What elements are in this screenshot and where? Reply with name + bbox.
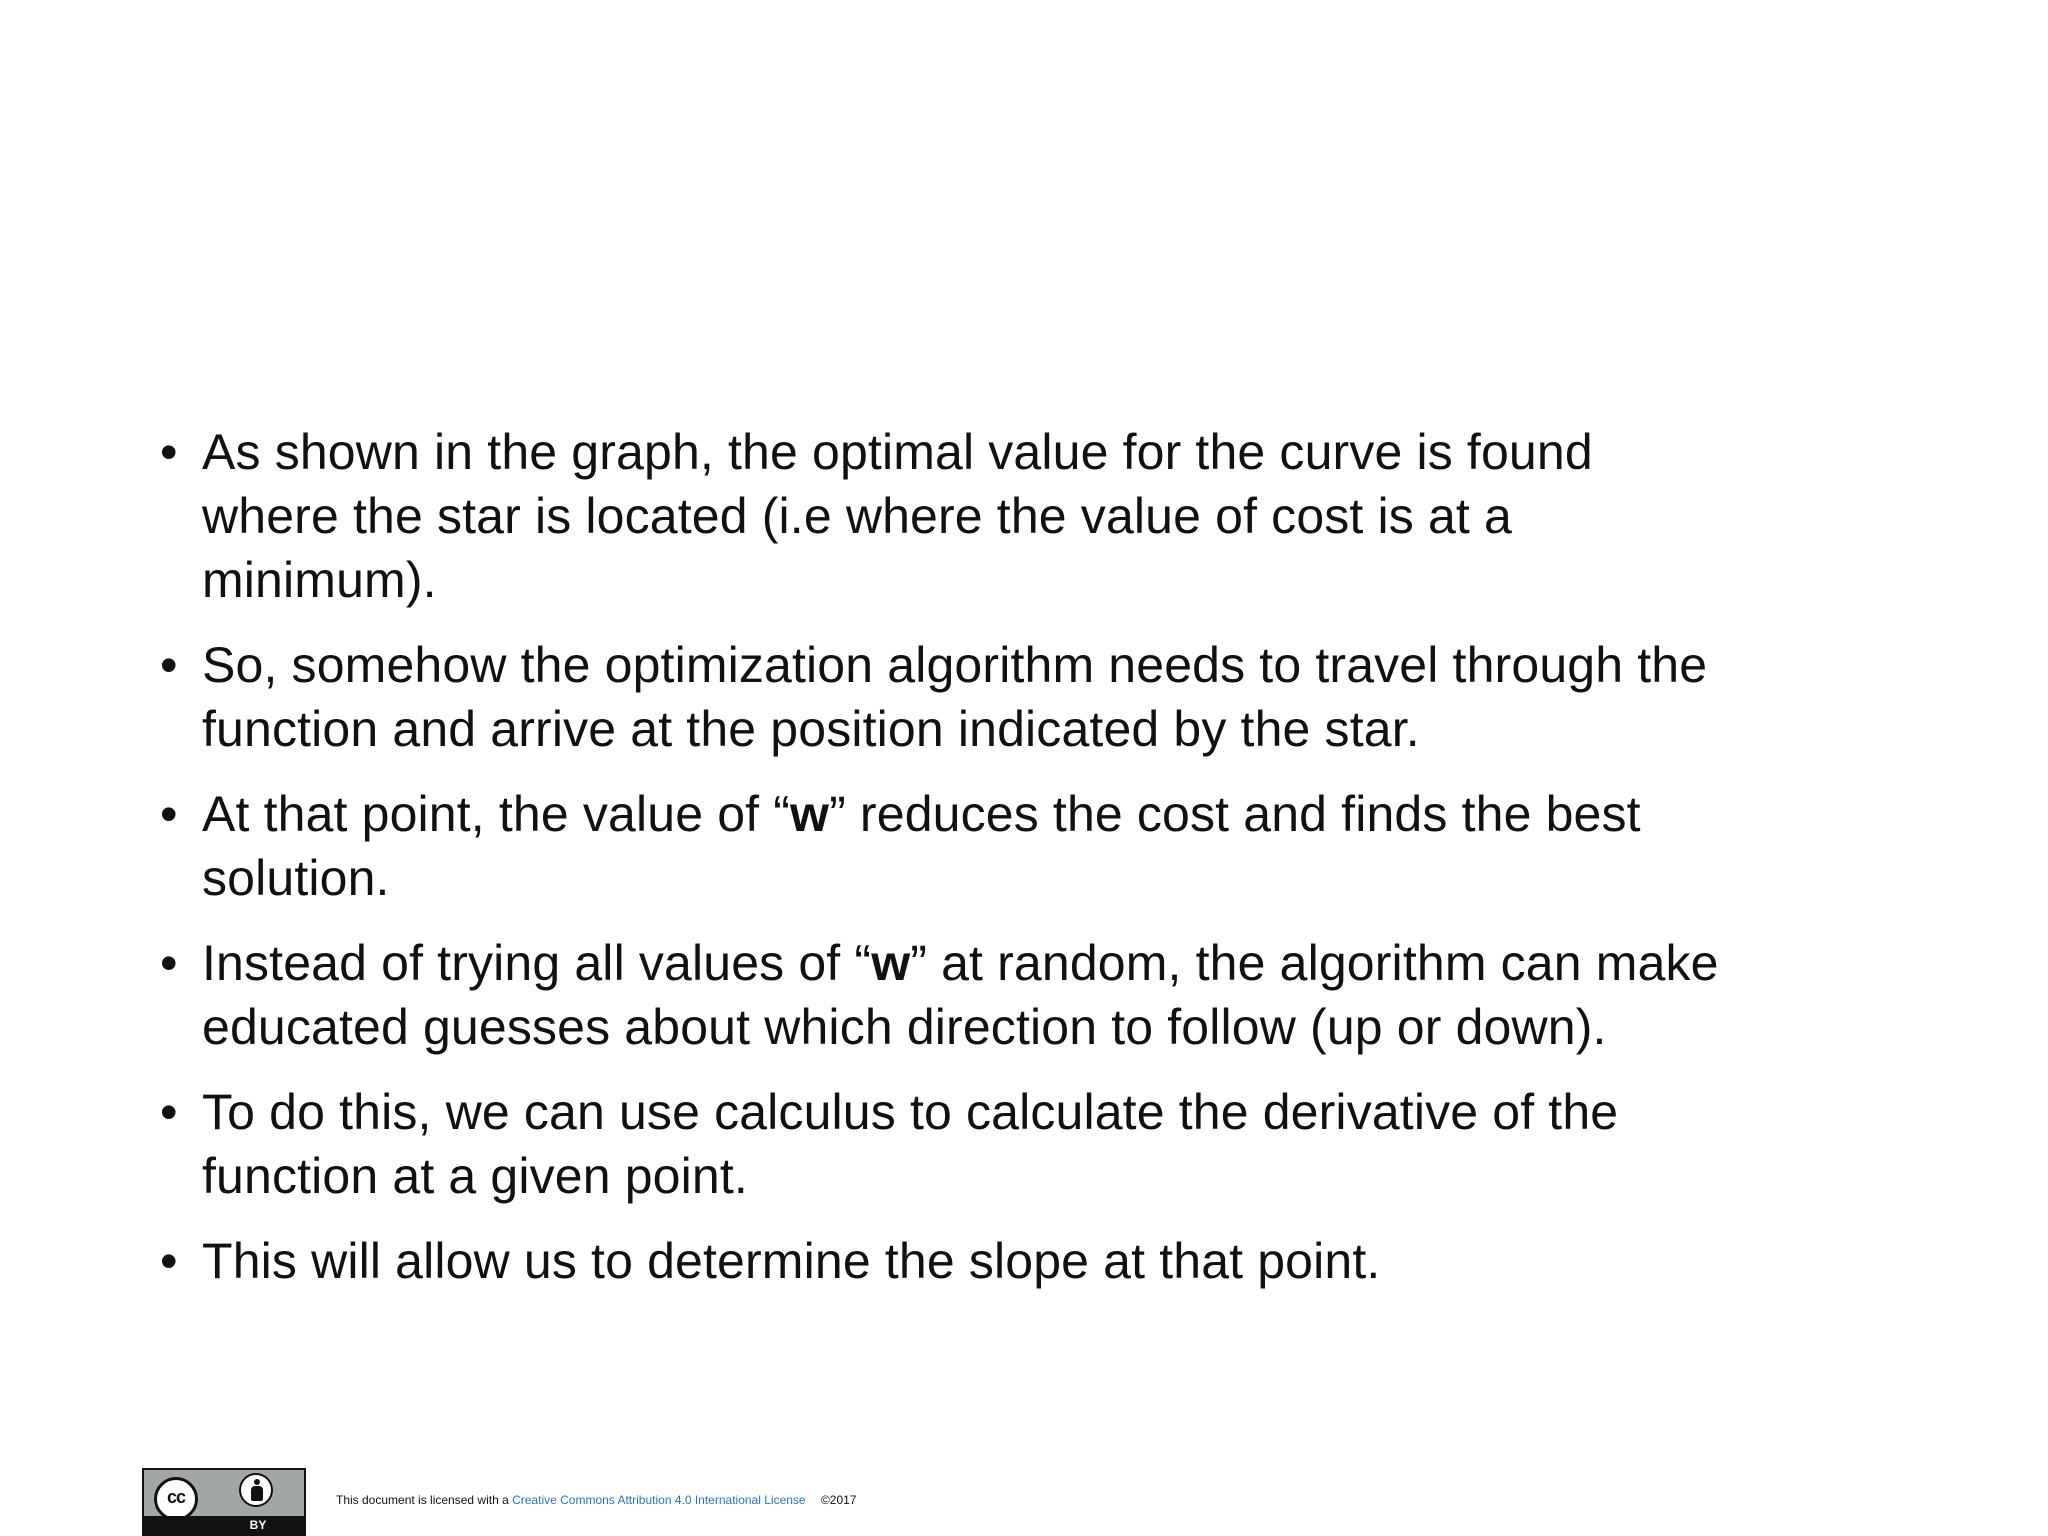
bullet-icon: • [160,1084,178,1140]
bullet-text-prefix: Instead of trying all values of “ [202,935,872,991]
bullet-list [160,420,1920,1314]
bullet-text-suffix: ” at random, the algorithm can make educated guesses about which direction to follow (up or down). [202,935,1719,1055]
bullet-item-3 [160,782,1920,910]
bullet-icon: • [160,424,178,480]
license-text-line [336,1492,856,1508]
person-body-icon [251,1486,263,1501]
bullet-text: As shown in the graph, the optimal value for the curve is found where the star is located (i.e where the value of cost is at a minimum). [202,424,1593,608]
license-prefix: This document is licensed with a [336,1493,513,1507]
person-attribution-icon [239,1473,273,1507]
cc-circle-icon [154,1477,198,1521]
bullet-text [202,931,1920,1059]
bullet-text: So, somehow the optimization algorithm needs to travel through the function and arrive at the position indicated by the star. [202,637,1708,757]
license-link[interactable]: Creative Commons Attribution 4.0 International License [512,1493,806,1507]
bold-variable-w: w [790,786,830,842]
creative-commons-by-icon [142,1468,306,1536]
bullet-text-prefix: At that point, the value of “ [202,786,791,842]
bullet-text: This will allow us to determine the slope at that point. [202,1233,1381,1289]
person-head-icon [254,1479,260,1485]
bullet-text: To do this, we can use calculus to calculate the derivative of the function at a given point. [202,1084,1619,1204]
license-footer [142,1468,1242,1536]
bullet-item-5 [160,1080,1920,1208]
bullet-item-6 [160,1229,1920,1293]
cc-text: cc [166,1487,186,1507]
bullet-text [202,782,1920,910]
by-text: BY [249,1518,267,1532]
cc-badge-bottom [144,1516,304,1534]
bullet-text-suffix: ” reduces the cost and finds the best solution. [202,786,1641,906]
bullet-icon: • [160,1233,178,1289]
bullet-icon: • [160,786,178,842]
bullet-item-2 [160,633,1920,761]
copyright-text: ©2017 [820,1493,857,1507]
bold-variable-w: w [871,935,911,991]
bullet-icon: • [160,935,178,991]
bullet-item-1 [160,420,1920,612]
bullet-icon: • [160,637,178,693]
bullet-item-4 [160,931,1920,1059]
